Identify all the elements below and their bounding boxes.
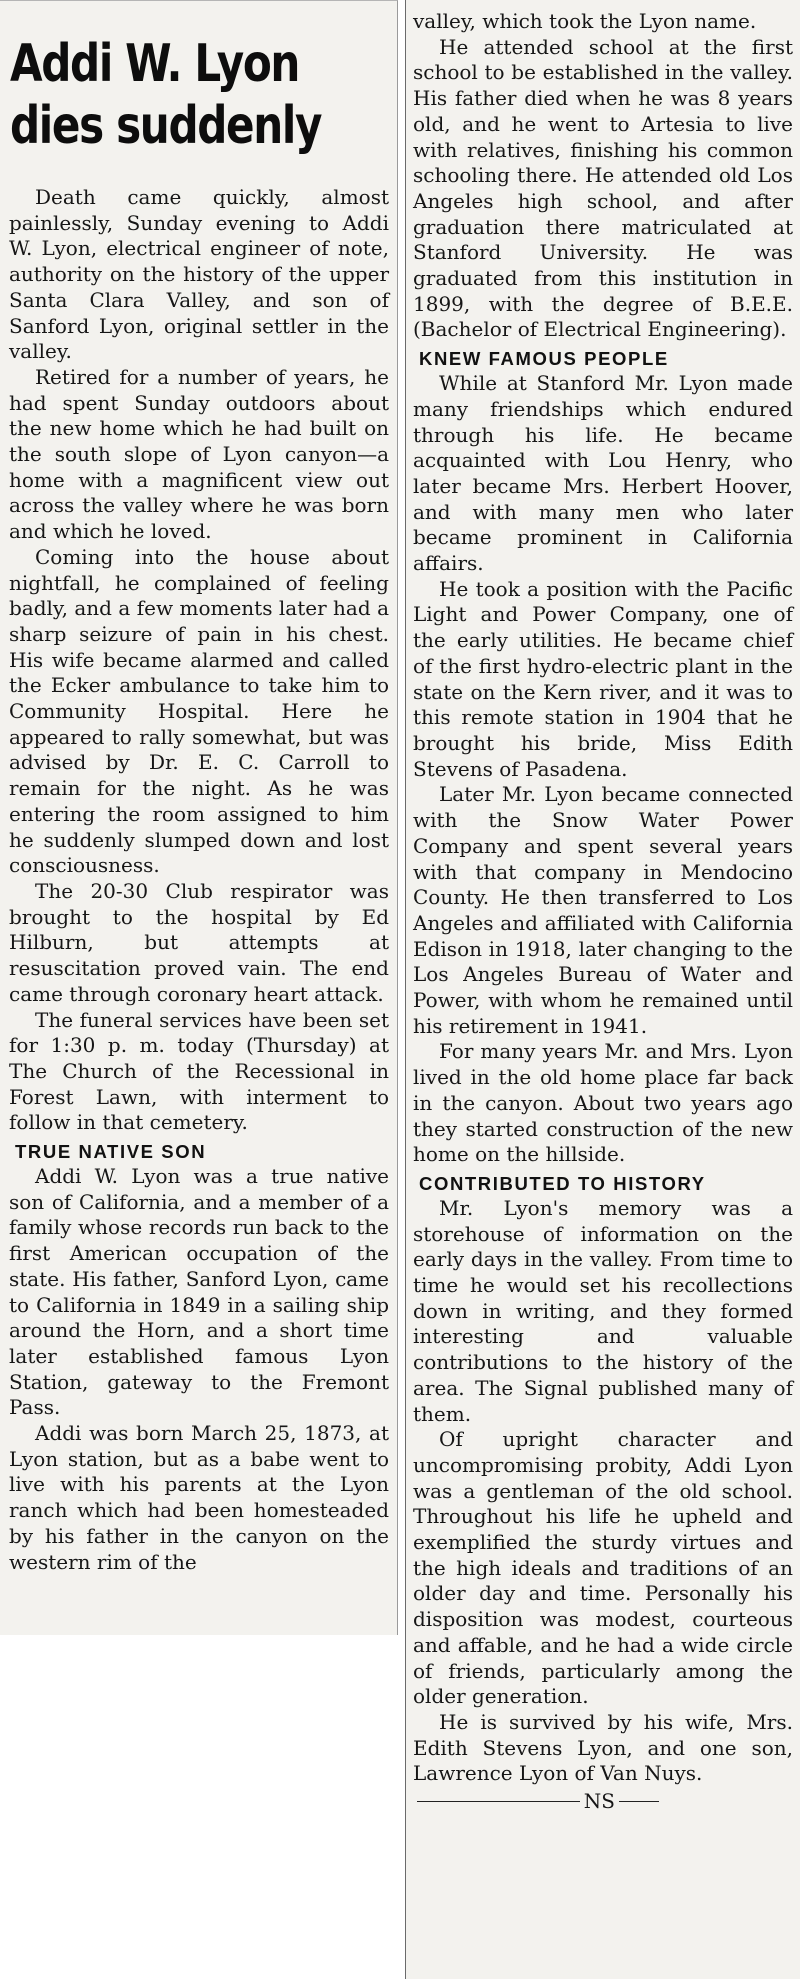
article-paragraph: Of upright character and uncompromising probity, Addi Lyon was a gentleman of the old school. Throughout his life he upheld and exemplified the sturdy virtues and the high ideals and traditions of an older day and time. Personally his disposition was modest, courteous and affable, and he had a wide circle of friends, particularly among the older generation.: [413, 1427, 793, 1709]
article-paragraph: Addi W. Lyon was a true native son of California, and a member of a family whose records run back to the first American occupation of the state. His father, Sanford Lyon, came to California in 1849 in a sailing ship around the Horn, and a short time later established famous Lyon Station, gateway to the Fremont Pass.: [9, 1164, 389, 1420]
article-paragraph: For many years Mr. and Mrs. Lyon lived in the old home place far back in the canyon. About two years ago they started construction of the new home on the hillside.: [413, 1039, 793, 1167]
article-paragraph: valley, which took the Lyon name.: [413, 9, 757, 33]
article-paragraph: He attended school at the first school to be established in the valley. His father died when he was 8 years old, and he went to Artesia to live with relatives, finishing his common schooling there. He attended old Los Angeles high school, and after graduation there matriculated at Stanford University. He was graduated from this institution in 1899, with the degree of B.E.E. (Bachelor of Electrical Engineering).: [413, 34, 793, 342]
article-paragraph: Retired for a number of years, he had spent Sunday outdoors about the new home which he had built on the south slope of Lyon canyon—a home with a magnificent view out across the valley where he was born and which he loved.: [9, 364, 389, 544]
article-paragraph: Later Mr. Lyon became connected with the Snow Water Power Company and spent several years with that company in Mendocino County. He then transferred to Los Angeles and affiliated with California Edison in 1918, later changing to the Los Angeles Bureau of Water and Power, with whom he remained until his retirement in 1941.: [413, 782, 793, 1038]
headline-line-2: dies suddenly: [10, 96, 322, 156]
article-paragraph: While at Stanford Mr. Lyon made many friendships which endured through his life. He became acquainted with Lou Henry, who later became Mrs. Herbert Hoover, and with many men who later became prominent in California affairs.: [413, 371, 793, 576]
headline-line-1: Addi W. Lyon: [10, 34, 300, 94]
article-paragraph: Mr. Lyon's memory was a storehouse of information on the early days in the valley. From time to time he would set his recollections down in writing, and they formed interesting and valuable contributions to the history of the area. The Signal published many of them.: [413, 1195, 793, 1426]
article-paragraph: Coming into the house about nightfall, he complained of feeling badly, and a few moments later had a sharp seizure of pain in his chest. His wife became alarmed and called the Ecker ambulance to take him to Community Hospital. Here he appeared to rally somewhat, but was advised by Dr. E. C. Carroll to remain for the night. As he was entering the room assigned to him he suddenly slumped down and lost consciousness.: [9, 544, 389, 878]
article-paragraph: He took a position with the Pacific Light and Power Company, one of the early utilities. He became chief of the first hydro-electric plant in the state on the Kern river, and it was to this remote station in 1904 that he brought his bride, Miss Edith Stevens of Pasadena.: [413, 576, 793, 781]
signoff-initials: NS: [583, 1789, 615, 1814]
right-paragraphs: [413, 9, 793, 1787]
article-paragraph: The funeral services have been set for 1:30 p. m. today (Thursday) at The Church of the Recessional in Forest Lawn, with interment to follow in that cemetery.: [9, 1007, 389, 1135]
section-subhead: CONTRIBUTED TO HISTORY: [419, 1172, 706, 1194]
article-body-left: [9, 185, 389, 1575]
article-paragraph: Death came quickly, almost painlessly, Sunday evening to Addi W. Lyon, electrical engineer of note, authority on the history of the upper Santa Clara Valley, and son of Sanford Lyon, original settler in the valley.: [9, 185, 389, 364]
section-subhead: KNEW FAMOUS PEOPLE: [419, 348, 669, 370]
article-paragraph: Addi was born March 25, 1873, at Lyon station, but as a babe went to live with his parents at the Lyon ranch which had been homesteaded by his father in the canyon on the western rim of the: [9, 1421, 389, 1574]
signoff-rule: [417, 1801, 580, 1802]
article-paragraph: The 20-30 Club respirator was brought to the hospital by Ed Hilburn, but attempts at resuscitation proved vain. The end came through coronary heart attack.: [9, 878, 389, 1006]
headline: [10, 33, 348, 157]
signoff: [413, 1789, 663, 1813]
article-paragraph: He is survived by his wife, Mrs. Edith Stevens Lyon, and one son, Lawrence Lyon of Van Nuys.: [413, 1710, 793, 1786]
signoff-rule: [619, 1801, 659, 1802]
section-subhead: TRUE NATIVE SON: [15, 1141, 207, 1163]
article-body-right: [413, 9, 793, 1813]
